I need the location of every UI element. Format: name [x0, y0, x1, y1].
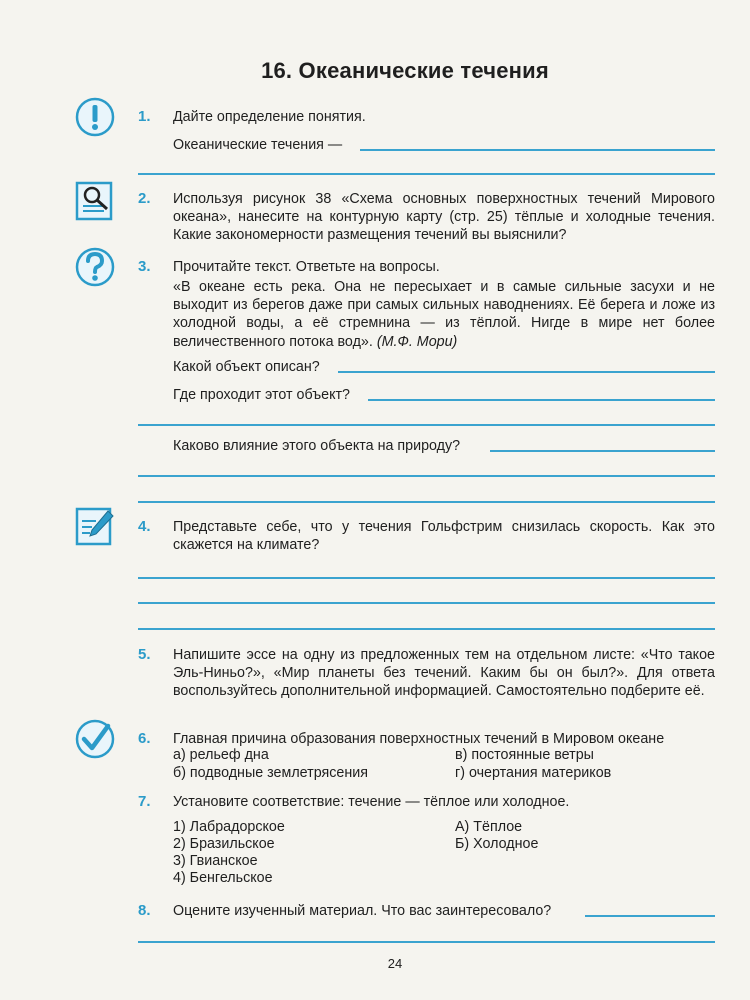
checkmark-icon: [74, 718, 116, 760]
task-3-text: Прочитайте текст. Ответьте на вопросы.: [173, 259, 440, 275]
task-2-number: 2.: [138, 190, 151, 207]
task-7-item-2: 2) Бразильское: [173, 836, 275, 852]
answer-line[interactable]: [138, 577, 715, 579]
answer-line[interactable]: [360, 149, 715, 151]
task-8-number: 8.: [138, 902, 151, 919]
answer-line[interactable]: [138, 173, 715, 175]
task-6-text: Главная причина образования поверхностных течений в Мировом океане: [173, 731, 665, 747]
answer-line[interactable]: [490, 450, 715, 452]
answer-line[interactable]: [138, 628, 715, 630]
task-6-number: 6.: [138, 730, 151, 747]
answer-line[interactable]: [138, 501, 715, 503]
task-7-item-4: 4) Бенгельское: [173, 870, 273, 886]
task-4-number: 4.: [138, 518, 151, 535]
page-number: 24: [387, 956, 403, 971]
task-3-number: 3.: [138, 258, 151, 275]
task-7-item-3: 3) Гвианское: [173, 853, 258, 869]
task-6-option-a[interactable]: а) рельеф дна: [173, 747, 269, 763]
task-8-text: Оцените изученный материал. Что вас заинтересовало?: [173, 903, 552, 919]
task-2-text: Используя рисунок 38 «Схема основных поверхностных течений Мирового океана», нанесите на контурную карту (стр. 25) тёплые и холодные течения. Какие закономерности размещения течений вы выяснили?: [173, 191, 715, 244]
task-6-option-b[interactable]: б) подводные землетрясения: [173, 765, 368, 781]
magnifier-icon: [74, 180, 116, 222]
task-1-text: Дайте определение понятия.: [173, 109, 366, 125]
task-5-text: Напишите эссе на одну из предложенных тем на отдельном листе: «Что такое Эль-Ниньо?», «Мир планеты без течений. Каким бы он был?». Для ответа воспользуйтесь дополнительной информацией. Самостоятельно подберите её.: [173, 647, 715, 700]
task-3-question-1: Какой объект описан?: [173, 359, 320, 375]
task-3-question-2: Где проходит этот объект?: [173, 387, 351, 403]
answer-line[interactable]: [138, 602, 715, 604]
task-6-option-v[interactable]: в) постоянные ветры: [455, 747, 594, 763]
task-3-question-3: Каково влияние этого объекта на природу?: [173, 438, 461, 454]
answer-line[interactable]: [138, 941, 715, 943]
task-7-answer-a: А) Тёплое: [455, 819, 523, 835]
task-6-option-g[interactable]: г) очертания материков: [455, 765, 612, 781]
answer-line[interactable]: [338, 371, 715, 373]
task-7-answer-b: Б) Холодное: [455, 836, 539, 852]
exclamation-icon: [74, 96, 116, 138]
page-title: 16. Океанические течения: [261, 58, 549, 83]
task-1-number: 1.: [138, 108, 151, 125]
answer-line[interactable]: [138, 475, 715, 477]
task-7-number: 7.: [138, 793, 151, 810]
task-5-number: 5.: [138, 646, 151, 663]
task-3-quote-block: [173, 278, 715, 351]
answer-line[interactable]: [585, 915, 715, 917]
pencil-icon: [74, 505, 116, 547]
task-7-text: Установите соответствие: течение — тёплое или холодное.: [173, 794, 570, 810]
task-3-author: (М.Ф. Мори): [376, 333, 458, 350]
answer-line[interactable]: [138, 424, 715, 426]
task-4-text: Представьте себе, что у течения Гольфстрим снизилась скорость. Как это скажется на климате?: [173, 519, 715, 554]
question-icon: [74, 246, 116, 288]
task-7-item-1: 1) Лабрадорское: [173, 819, 285, 835]
task-3-quote: «В океане есть река. Она не пересыхает и в самые сильные засухи и не выходит из берегов даже при самых сильных наводнениях. Её берега и ложе из холодной воды, а её стремнина — из тёплой. Нигде в мире нет более величественного потока вод».: [173, 279, 715, 350]
answer-line[interactable]: [368, 399, 715, 401]
task-1-prompt: Океанические течения —: [173, 137, 343, 153]
